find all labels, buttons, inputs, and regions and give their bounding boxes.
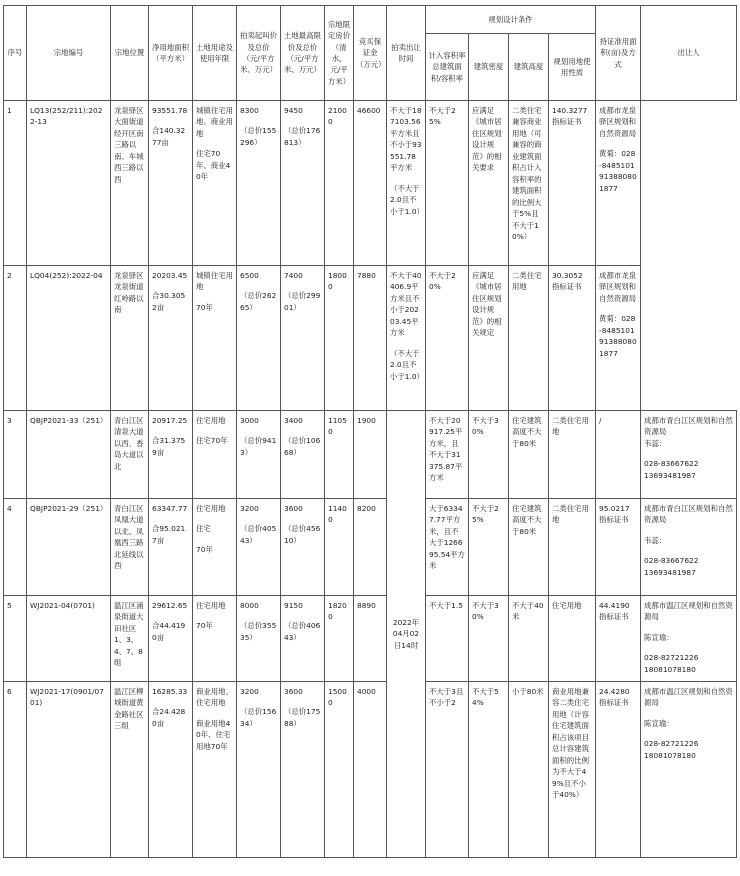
col-header-start-price: 拍卖起叫价及总价（元/平方米、万元） bbox=[237, 6, 281, 101]
cell-line: 城镇住宅用地、商业用地 bbox=[196, 106, 233, 138]
cell-line: （总价15634） bbox=[240, 707, 277, 728]
cell-line: 住宅用地 bbox=[196, 416, 226, 425]
cell-parcel-code: QBJP2021-33（251） bbox=[27, 411, 111, 499]
cell-line: （不大于2.0且不小于1.0） bbox=[390, 183, 424, 216]
cell-use-nature: 二类住宅用地 bbox=[549, 499, 596, 596]
auction-time-line: 日14时 bbox=[393, 640, 419, 650]
cell-line: 028-83667622 bbox=[644, 556, 699, 566]
cell-line: 44.4190 bbox=[599, 601, 630, 610]
cell-line: （总价26265） bbox=[240, 291, 277, 312]
cell-use-nature: 二类住宅用地 bbox=[549, 411, 596, 499]
cell-seller bbox=[641, 499, 737, 596]
cell-line: 3000 bbox=[240, 416, 259, 425]
cell-line: 70年 bbox=[196, 621, 213, 631]
cell-line: 7400 bbox=[284, 271, 303, 280]
cell-line: 住宅70年 bbox=[196, 436, 228, 446]
cell-line bbox=[240, 611, 277, 620]
cell-line bbox=[284, 281, 321, 290]
cell-parcel-code: WJ2021-04(0701) bbox=[27, 596, 111, 682]
cell-line: 住宅70年、商业40年 bbox=[196, 149, 231, 182]
cell-line: 商业用地40年、住宅用地70年 bbox=[196, 718, 231, 751]
land-auction-sheet bbox=[3, 5, 736, 858]
cell-index: 6 bbox=[4, 682, 27, 858]
cell-line bbox=[644, 526, 733, 535]
cell-line: 合95.0217亩 bbox=[152, 524, 186, 545]
cell-line bbox=[152, 611, 189, 620]
col-header-auction-time: 拍卖出让时间 bbox=[387, 6, 426, 101]
cell-land-use bbox=[193, 596, 237, 682]
cell-height: 应满足《城市居住区规划设计规范》的相关要求 bbox=[469, 101, 509, 266]
cell-line: 指标证书 bbox=[599, 612, 629, 622]
cell-line bbox=[599, 139, 637, 148]
cell-line: 6500 bbox=[240, 271, 259, 280]
cell-line: 3200 bbox=[240, 504, 259, 513]
cell-use-nature: 二类住宅兼容商业用地（可兼容的商业建筑面积占计入容积率的建筑面积的比例大于5%且不大于10%） bbox=[509, 101, 549, 266]
cell-seller bbox=[641, 596, 737, 682]
cell-density: 不大于25% bbox=[469, 499, 509, 596]
cell-height: 应满足《城市居住区规划设计规范》的相关规定 bbox=[469, 266, 509, 411]
cell-line: 16285.33 bbox=[152, 687, 188, 696]
cell-location: 龙泉驿区龙泉街道红岭路以南 bbox=[111, 266, 149, 411]
cell-far bbox=[426, 682, 469, 858]
col-header-seller: 出让人 bbox=[641, 6, 737, 101]
cell-use-nature: 二类住宅用地 bbox=[509, 266, 549, 411]
cell-house-price-cap: 18000 bbox=[325, 266, 354, 411]
col-header-max-price: 土地最高限价及总价（元/平方米、万元） bbox=[281, 6, 325, 101]
cell-far bbox=[426, 411, 469, 499]
cell-location: 青白江区凤凰大道以北、凤凰西三路北延线以西 bbox=[111, 499, 149, 596]
cell-line: 合44.4190亩 bbox=[152, 621, 186, 642]
col-header-location: 宗地位置 bbox=[111, 6, 149, 101]
cell-density: 不大于54% bbox=[469, 682, 509, 858]
cell-line: 商业用地、住宅用地 bbox=[196, 687, 233, 708]
cell-line: 黄菊：028-84851019138808018​77 bbox=[599, 314, 637, 358]
cell-line: 城镇住宅用地 bbox=[196, 271, 233, 292]
auction-time-line: 04月02 bbox=[392, 629, 420, 639]
cell-line bbox=[240, 116, 277, 125]
cell-line: （总价45610） bbox=[284, 524, 321, 545]
cell-start-price bbox=[237, 499, 281, 596]
cell-line bbox=[240, 514, 277, 523]
cell-line: 陈宣瑜： bbox=[644, 632, 674, 642]
cell-line bbox=[196, 709, 233, 718]
cell-line: 028-83667622 bbox=[644, 459, 699, 469]
cell-line: 13693481987 bbox=[644, 470, 696, 480]
cell-line: 合24.4280亩 bbox=[152, 707, 186, 728]
cell-house-price-cap: 18200 bbox=[325, 596, 354, 682]
cell-line bbox=[644, 643, 733, 652]
cell-line: 成都市温江区规划和自然资源局 bbox=[644, 687, 733, 708]
cell-line: 成都市青白江区规划和自然资源局 bbox=[644, 504, 733, 525]
cell-line bbox=[152, 116, 189, 125]
cell-line: 028-82721226 bbox=[644, 739, 699, 749]
cell-index: 5 bbox=[4, 596, 27, 682]
cell-line: （总价9413） bbox=[240, 436, 277, 457]
cell-line bbox=[644, 449, 733, 458]
cell-line: （总价40543） bbox=[240, 524, 277, 545]
cell-line bbox=[152, 281, 189, 290]
col-header-land-use: 土地用途及使用年限 bbox=[193, 6, 237, 101]
cell-line: （总价10668） bbox=[284, 436, 321, 457]
cell-density: 不大于20% bbox=[426, 266, 469, 411]
cell-start-price bbox=[237, 266, 281, 411]
cell-far bbox=[387, 101, 426, 266]
cell-line: 合140.3277亩 bbox=[152, 126, 186, 147]
col-header-parcel-code: 宗地编号 bbox=[27, 6, 111, 101]
cell-line: 指标证书 bbox=[599, 698, 629, 708]
cell-line: 陈宣瑜： bbox=[644, 718, 674, 728]
cell-use-nature: 商业用地兼容二类住宅用地（计容住宅建筑面积占该项目总计容建筑面积的比例为不大于49%且不小于40%） bbox=[549, 682, 596, 858]
cell-line: 8300 bbox=[240, 106, 259, 115]
cell-line: / bbox=[599, 416, 602, 425]
cell-line bbox=[152, 697, 189, 706]
cell-density: 不大于30% bbox=[469, 411, 509, 499]
col-header-deposit: 竞买保证金（万元） bbox=[354, 6, 387, 101]
cell-line: 住宅用地 bbox=[196, 504, 226, 513]
cell-line: （不大于2.0且不小于1.0） bbox=[390, 348, 424, 381]
cell-density: 不大于25% bbox=[426, 101, 469, 266]
cell-line bbox=[644, 546, 733, 555]
cell-density: 不大于30% bbox=[469, 596, 509, 682]
cell-line: 18081078180 bbox=[644, 664, 696, 674]
cell-line: 20203.45 bbox=[152, 271, 188, 280]
cell-line bbox=[390, 339, 422, 348]
cell-line: （总价29901） bbox=[284, 291, 321, 312]
cell-use-nature: 住宅用地 bbox=[549, 596, 596, 682]
cell-seller bbox=[596, 266, 641, 411]
cell-line bbox=[599, 304, 637, 313]
cell-line: 8000 bbox=[240, 601, 259, 610]
cell-net-area bbox=[149, 596, 193, 682]
cell-line: 韦蕊： bbox=[644, 535, 667, 545]
cell-deposit: 8200 bbox=[354, 499, 387, 596]
cell-house-price-cap: 11400 bbox=[325, 499, 354, 596]
cell-index: 1 bbox=[4, 101, 27, 266]
cell-line: 成都市青白江区规划和自然资源局 bbox=[644, 416, 733, 437]
cell-line: 指标证书 bbox=[552, 117, 582, 127]
cell-line: 不大于40406.9平方米且不小于20203.45平方米 bbox=[390, 271, 422, 338]
cell-max-price bbox=[281, 499, 325, 596]
cell-land-use bbox=[193, 411, 237, 499]
cell-line: 黄菊：028-84851019138808018​77 bbox=[599, 149, 637, 193]
cell-certificate bbox=[596, 596, 641, 682]
cell-line: 指标证书 bbox=[552, 282, 582, 292]
cell-line: 成都市龙泉驿区规划和自然资源局 bbox=[599, 271, 637, 303]
cell-line: （总价155296） bbox=[240, 126, 277, 147]
cell-line: 韦蕊： bbox=[644, 438, 667, 448]
cell-line bbox=[284, 426, 321, 435]
cell-certificate bbox=[596, 499, 641, 596]
cell-line bbox=[644, 709, 733, 718]
col-header-use-nature: 规划用地使用性质 bbox=[549, 34, 596, 101]
table-row bbox=[4, 411, 737, 499]
cell-line bbox=[196, 611, 233, 620]
cell-line: 70年 bbox=[196, 302, 213, 312]
cell-line: 3600 bbox=[284, 687, 303, 696]
cell-line: 18081078180 bbox=[644, 750, 696, 760]
cell-deposit: 8890 bbox=[354, 596, 387, 682]
cell-parcel-code: LQ13(252/211):2022-13 bbox=[27, 101, 111, 266]
cell-line: 3200 bbox=[240, 687, 259, 696]
cell-parcel-code: LQ04(252):2022-04 bbox=[27, 266, 111, 411]
cell-far bbox=[426, 596, 469, 682]
cell-line: 9450 bbox=[284, 106, 303, 115]
cell-location: 青白江区清泉大道以西、香岛大道以北 bbox=[111, 411, 149, 499]
cell-max-price bbox=[281, 682, 325, 858]
cell-certificate bbox=[596, 682, 641, 858]
cell-seller bbox=[596, 101, 641, 266]
cell-line: （总价17588） bbox=[284, 707, 321, 728]
cell-land-use bbox=[193, 499, 237, 596]
cell-line: 3400 bbox=[284, 416, 303, 425]
cell-line bbox=[284, 116, 321, 125]
cell-height: 不大于40米 bbox=[509, 596, 549, 682]
cell-line: 95.0217 bbox=[599, 504, 630, 513]
cell-line bbox=[284, 514, 321, 523]
cell-net-area bbox=[149, 266, 193, 411]
cell-land-use bbox=[193, 682, 237, 858]
cell-line: 成都市温江区规划和自然资源局 bbox=[644, 601, 733, 622]
land-auction-table bbox=[3, 5, 737, 858]
cell-line: 028-82721226 bbox=[644, 653, 699, 663]
cell-line: （总价40643） bbox=[284, 621, 321, 642]
cell-line bbox=[240, 697, 277, 706]
cell-line: 140.3277 bbox=[552, 106, 588, 115]
cell-line bbox=[284, 697, 321, 706]
col-header-house-price-cap: 宗地限定房价（清水，元/平方米） bbox=[325, 6, 354, 101]
cell-height: 住宅建筑高度不大于80米 bbox=[509, 411, 549, 499]
cell-house-price-cap: 11050 bbox=[325, 411, 354, 499]
auction-time-line: 2022年 bbox=[392, 617, 420, 627]
cell-net-area bbox=[149, 682, 193, 858]
cell-line: 30.3052 bbox=[552, 271, 583, 280]
cell-line bbox=[196, 535, 233, 544]
cell-line: 大于63347.77平方米，且不大于126695.54平方米 bbox=[429, 504, 465, 571]
cell-deposit: 4000 bbox=[354, 682, 387, 858]
cell-line bbox=[196, 426, 233, 435]
cell-max-price bbox=[281, 411, 325, 499]
cell-certificate bbox=[596, 411, 641, 499]
table-row bbox=[4, 499, 737, 596]
cell-deposit: 46600 bbox=[354, 101, 387, 266]
cell-line: 70年 bbox=[196, 544, 213, 554]
cell-line: 成都市龙泉驿区规划和自然资源局 bbox=[599, 106, 637, 138]
cell-line: 20917.25 bbox=[152, 416, 188, 425]
cell-location: 温江区涌泉街道大田社区1、3、4、7、8组 bbox=[111, 596, 149, 682]
cell-line: 63347.77 bbox=[152, 504, 188, 513]
cell-house-price-cap: 15000 bbox=[325, 682, 354, 858]
cell-net-area bbox=[149, 411, 193, 499]
cell-line bbox=[390, 174, 422, 183]
cell-line bbox=[196, 293, 233, 302]
cell-line: 24.4280 bbox=[599, 687, 630, 696]
cell-max-price bbox=[281, 266, 325, 411]
cell-net-area bbox=[149, 499, 193, 596]
cell-line: 3600 bbox=[284, 504, 303, 513]
cell-line: 29612.65 bbox=[152, 601, 188, 610]
col-header-net-area: 净用地面积（平方米） bbox=[149, 6, 193, 101]
cell-seller bbox=[641, 411, 737, 499]
cell-land-use bbox=[193, 101, 237, 266]
cell-line: 13693481987 bbox=[644, 567, 696, 577]
cell-max-price bbox=[281, 596, 325, 682]
land-auction-rows bbox=[4, 101, 737, 858]
cell-line: 不大于187103.56平方米且不小于93551.78平方米 bbox=[390, 106, 422, 173]
cell-line bbox=[152, 514, 189, 523]
col-header-index: 序号 bbox=[4, 6, 27, 101]
cell-line: 9150 bbox=[284, 601, 303, 610]
cell-start-price bbox=[237, 682, 281, 858]
cell-certificate bbox=[549, 101, 596, 266]
cell-line: 不大于3且不小于2 bbox=[429, 687, 464, 708]
auction-time-cell bbox=[387, 411, 426, 858]
col-header-planning-conditions: 规划设计条件 bbox=[426, 6, 596, 34]
cell-max-price bbox=[281, 101, 325, 266]
cell-seller bbox=[641, 682, 737, 858]
cell-line bbox=[240, 426, 277, 435]
cell-deposit: 1900 bbox=[354, 411, 387, 499]
cell-start-price bbox=[237, 101, 281, 266]
cell-line: 指标证书 bbox=[599, 515, 629, 525]
cell-line: （总价176813） bbox=[284, 126, 321, 147]
cell-height: 住宅建筑高度不大于80米 bbox=[509, 499, 549, 596]
cell-land-use bbox=[193, 266, 237, 411]
cell-line bbox=[284, 611, 321, 620]
cell-index: 2 bbox=[4, 266, 27, 411]
cell-location: 温江区柳城街道黄金路社区三组 bbox=[111, 682, 149, 858]
cell-line bbox=[240, 281, 277, 290]
cell-net-area bbox=[149, 101, 193, 266]
cell-line: 住宅 bbox=[196, 524, 211, 534]
cell-line: 不大于1.5 bbox=[429, 601, 463, 610]
col-header-far: 计入容积率总建筑面积/容积率 bbox=[426, 34, 469, 101]
table-row bbox=[4, 596, 737, 682]
cell-house-price-cap: 21000 bbox=[325, 101, 354, 266]
cell-line bbox=[152, 426, 189, 435]
cell-line bbox=[196, 139, 233, 148]
cell-line: （总价35535） bbox=[240, 621, 277, 642]
cell-line: 合30.3052亩 bbox=[152, 291, 186, 312]
cell-deposit: 7880 bbox=[354, 266, 387, 411]
cell-line: 合31.3759亩 bbox=[152, 436, 186, 457]
table-row bbox=[4, 266, 737, 411]
cell-line bbox=[196, 514, 233, 523]
col-header-density: 建筑密度 bbox=[469, 34, 509, 101]
table-row bbox=[4, 682, 737, 858]
cell-line: 不大于20917.25平方米，且不大于31375.87平方米 bbox=[429, 416, 463, 483]
cell-index: 3 bbox=[4, 411, 27, 499]
cell-start-price bbox=[237, 596, 281, 682]
cell-parcel-code: WJ2021-17(0901/0701) bbox=[27, 682, 111, 858]
cell-height: 小于80米 bbox=[509, 682, 549, 858]
col-header-certificate: 持证准用面积(亩)及方式 bbox=[596, 6, 641, 101]
table-row bbox=[4, 101, 737, 266]
cell-line: 93551.78 bbox=[152, 106, 188, 115]
cell-line: 住宅用地 bbox=[196, 601, 226, 610]
cell-far bbox=[426, 499, 469, 596]
cell-index: 4 bbox=[4, 499, 27, 596]
cell-certificate bbox=[549, 266, 596, 411]
cell-line bbox=[644, 623, 733, 632]
cell-line bbox=[644, 729, 733, 738]
col-header-height: 建筑高度 bbox=[509, 34, 549, 101]
cell-start-price bbox=[237, 411, 281, 499]
cell-parcel-code: QBJP2021-29（251） bbox=[27, 499, 111, 596]
cell-far bbox=[387, 266, 426, 411]
cell-location: 龙泉驿区大面街道经开区南三路以南、车城西三路以西 bbox=[111, 101, 149, 266]
